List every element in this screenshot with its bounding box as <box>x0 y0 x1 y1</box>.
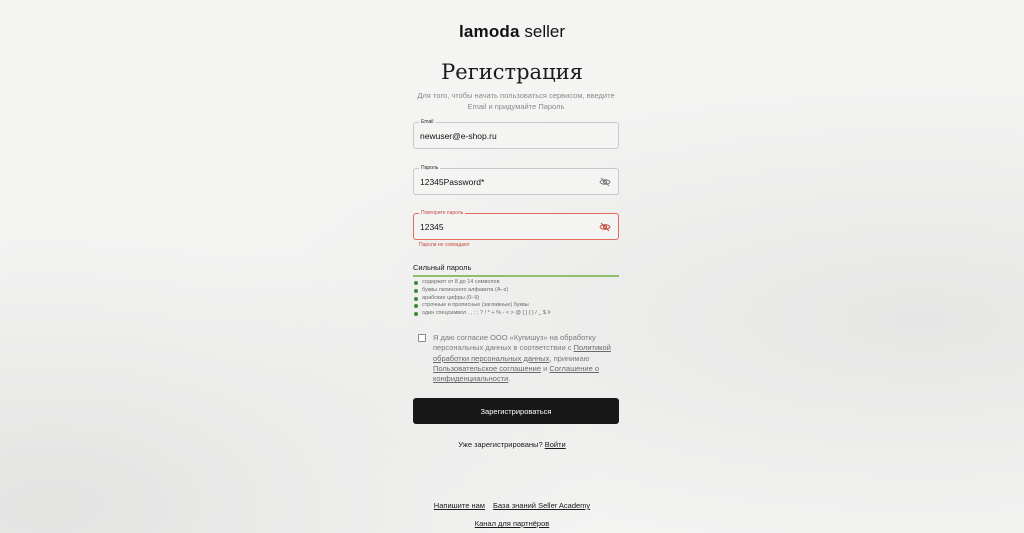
check-dot-icon <box>414 281 418 285</box>
password-rule: буквы латинского алфавита (A–z) <box>414 287 551 295</box>
knowledge-base-link[interactable]: База знаний Seller Academy <box>493 501 591 510</box>
email-input[interactable] <box>420 131 590 141</box>
password-input[interactable] <box>420 177 590 187</box>
strength-bar <box>413 275 619 277</box>
password-rule: строчные и прописные (заглавные) буквы <box>414 302 551 310</box>
login-row <box>0 440 1024 449</box>
footer-links <box>0 501 1024 510</box>
partner-channel-link[interactable]: Канал для партнёров <box>474 519 550 528</box>
email-label: Email <box>421 119 434 125</box>
user-agreement-link[interactable]: Пользовательское соглашение <box>433 363 542 373</box>
check-dot-icon <box>414 289 418 293</box>
page-subtitle: Для того, чтобы начать пользоваться сервисом, введите Email и придумайте Пароль <box>417 91 615 111</box>
logo <box>0 22 1024 42</box>
password-rule: один спецсимвол . , : ; ? ! * + % - < > @ [ ] { } / _ $ # <box>414 310 551 318</box>
repeat-password-label: Повторите пароль <box>421 210 464 216</box>
strength-title: Сильный пароль <box>413 263 472 272</box>
check-dot-icon <box>414 304 418 308</box>
consent-text: Я даю согласие ООО «Купишуз» на обработку персональных данных в соответствии с Политикой обработки персональных данных, принимаю Пользовательское соглашение и Соглашение о конфиденциальности. <box>433 333 611 384</box>
check-dot-icon <box>414 297 418 301</box>
password-rules-list <box>414 279 551 318</box>
logo-brand: lamoda <box>458 22 520 41</box>
password-mismatch-error: Пароли не совпадают <box>419 242 470 248</box>
password-field[interactable] <box>413 165 619 195</box>
password-label: Пароль <box>421 165 439 171</box>
repeat-password-field[interactable] <box>413 210 619 240</box>
login-link[interactable]: Войти <box>544 440 566 449</box>
password-rule: содержит от 8 до 14 символов <box>414 279 551 287</box>
email-field[interactable] <box>413 119 619 149</box>
logo-suffix: seller <box>519 22 566 41</box>
consent-checkbox[interactable] <box>418 334 426 342</box>
write-us-link[interactable]: Напишите нам <box>433 501 485 510</box>
page-title: Регистрация <box>441 60 583 84</box>
eye-off-icon[interactable] <box>599 176 611 188</box>
privacy-policy-link[interactable]: Политикой обработки персональных данных <box>433 343 611 363</box>
footer-links-secondary <box>0 519 1024 528</box>
check-dot-icon <box>414 312 418 316</box>
eye-off-icon[interactable] <box>599 221 611 233</box>
confidentiality-link[interactable]: Соглашение о конфиденциальности <box>433 363 600 384</box>
login-prompt: Уже зарегистрированы? <box>458 440 545 449</box>
register-button[interactable]: Зарегистрироваться <box>413 398 619 424</box>
password-rule: арабские цифры (0–9) <box>414 295 551 303</box>
repeat-password-input[interactable] <box>420 222 590 232</box>
